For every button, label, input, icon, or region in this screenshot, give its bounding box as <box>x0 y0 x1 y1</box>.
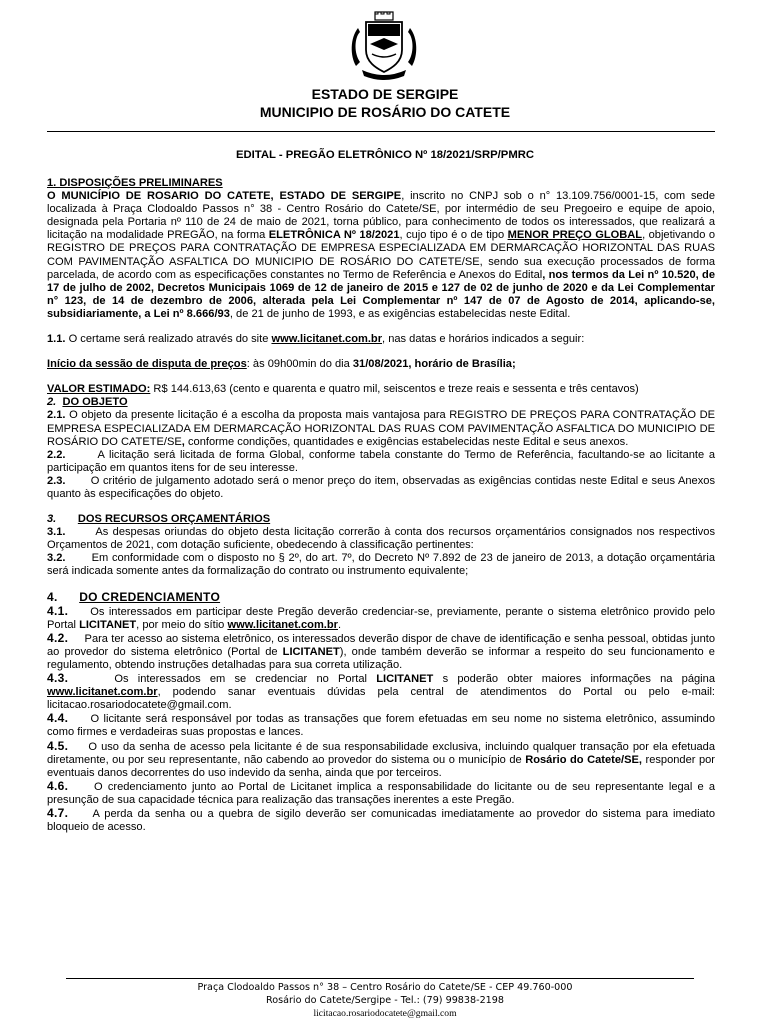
paragraph-4-5 <box>47 738 719 780</box>
clause-number: 4.1. <box>47 603 69 618</box>
clause-number: 2.2. <box>47 448 66 461</box>
text-run: A perda da senha ou a quebra de sigilo deverão ser comunicadas imediatamente ao provedor do sistema para imediato bloqueio de acesso. <box>47 808 719 834</box>
text-run: responder por eventuais danos decorrentes do uso indevido da senha, ainda que por terceiros. <box>47 753 719 779</box>
text-run: O licitante será responsável por todas as transações que forem efetuadas em seu nome no sistema eletrônico, assumindo como firmes e verdadeiras suas propostas e lances. <box>47 713 719 739</box>
footer-email[interactable]: licitacao.rosariodocatete@gmail.com <box>313 1008 457 1019</box>
session-date: 31/08/2021, horário de Brasília; <box>352 358 516 371</box>
paragraph-4-3 <box>47 671 719 712</box>
municipality-name: Rosário do Catete/SE, <box>525 753 642 766</box>
municipality-name: O MUNICÍPIO DE ROSARIO DO CATETE, ESTADO DE SERGIPE <box>47 190 402 203</box>
text-run: Em conformidade com o disposto no § 2º, do art. 7º, do Decreto Nº 7.892 de 23 de janeiro de 2013, a dotação orçamentária será indicada somente antes da formalização do contrato ou instrumento equivalente; <box>47 552 719 578</box>
paragraph-3-2 <box>47 552 719 578</box>
text-run: , nos termos da Lei nº 10.520, de 17 de julho de 2002, Decretos Municipais 1069 de 12 de janeiro de 2015 e 127 de 02 de junho de 2020 e da Lei Complementar n° 123, de 14 de dezembro de 2006, alterada pela Lei Complementar nº 147 de 07 de Agosto de 2014, <box>47 268 715 307</box>
municipality-title: MUNICIPIO DE ROSÁRIO DO CATETE <box>259 104 511 120</box>
clause-number: 4.5. <box>47 738 69 753</box>
modality-number: ELETRÔNICA Nº 18/2021 <box>268 229 400 242</box>
text-run: ), onde também deverão se informar a respeito do seu funcionamento e regulamento, obtendo instruções detalhadas para sua correta utilização. <box>47 645 719 671</box>
clause-number: 4.6. <box>47 778 69 793</box>
text-run: , por meio do sítio <box>136 618 228 631</box>
section-title: DOS RECURSOS ORÇAMENTÁRIOS <box>77 513 271 526</box>
text-run: , de 21 de junho de 1993, e as exigências estabelecidas neste Edital. <box>229 307 571 320</box>
clause-number: 3.2. <box>47 552 66 565</box>
clause-number: 4.4. <box>47 711 69 726</box>
section-3-heading <box>47 513 715 526</box>
text-run: O credenciamento junto ao Portal de Licitanet implica a responsabilidade do licitante ou de seu representante legal e a presunção de sua capacidade técnica para realização das transações inerentes a este Pregão. <box>47 780 719 806</box>
text-run: O certame será realizado através do site <box>65 333 272 346</box>
paragraph-3-1 <box>47 526 719 552</box>
text-run: , nas datas e horários indicados a seguir: <box>382 333 585 346</box>
section-title: DO CREDENCIAMENTO <box>79 589 221 604</box>
text-run: . <box>338 618 342 631</box>
text-run: conforme condições, quantidades e exigências estabelecidas neste Edital e seus anexos. <box>184 435 629 448</box>
estimated-value-text: R$ 144.613,63 (cento e quarenta e quatro mil, seiscentos e treze reais e sessenta e três centavos) <box>150 383 639 396</box>
text-run: A licitação será licitada de forma Global, conforme tabela constante do Termo de Referência, facultando-se ao licitante a participação em quantos itens for de seu interesse. <box>47 448 719 474</box>
text-run: , podendo sanar eventuais dúvidas pela central de atendimentos do Portal ou pelo e-mail: licitacao.rosariodocatete@gmail.com. <box>47 686 719 712</box>
footer-address: Praça Clodoaldo Passos n° 38 – Centro Rosário do Catete/SE - CEP 49.760-000 <box>197 982 573 993</box>
text-run: Os interessados em se credenciar no Portal <box>68 673 377 686</box>
text-run: s poderão obter maiores informações na página <box>433 673 719 686</box>
estimated-value <box>47 383 715 396</box>
clause-number: 2.1. <box>47 409 66 422</box>
document-body <box>47 177 719 834</box>
section-number: 2. <box>47 396 57 409</box>
paragraph-4-2 <box>47 630 719 672</box>
header-divider <box>47 131 715 132</box>
text-run: Para ter acesso ao sistema eletrônico, os interessados deverão dispor de chave de identificação e senha pessoal, obtidas junto ao provedor do sistema eletrônico (Portal de <box>47 632 719 658</box>
section-4-heading <box>47 591 715 605</box>
text-run: , sendo sua execução processados de forma parcelada, de acordo com as especificações constantes no Termo de Referência e Anexos do Edital <box>47 255 715 281</box>
paragraph-4-4 <box>47 711 719 739</box>
paragraph-2-2 <box>47 448 719 475</box>
section-number: 4. <box>47 589 58 604</box>
text-run: O objeto da presente licitação é a escolha da proposta mais vantajosa para REGISTRO DE PREÇOS PARA CONTRATAÇÃO DE EMPRESA ESPECIALIZADA EM DERMARCAÇÃO HORIZONTAL DAS RUAS COM PAVIMENTAÇÃO ASFALTICA DO MUNICIPIO DE ROSÁRIO DO CATETE/SE <box>47 409 715 448</box>
coat-of-arms-icon <box>348 10 420 82</box>
text-run: Os interessados em participar deste Pregão deverão credenciar-se, previamente, perante o sistema eletrônico provido pelo Portal <box>47 605 719 631</box>
text-run: , cujo tipo é o de tipo <box>399 229 508 242</box>
section-1-paragraph <box>47 190 715 321</box>
portal-name: LICITANET <box>79 618 137 631</box>
section-2-heading <box>47 396 715 409</box>
footer-phone: Rosário do Catete/Sergipe - Tel.: (79) 99838-2198 <box>265 995 504 1006</box>
edital-title: EDITAL - PREGÃO ELETRÔNICO Nº 18/2021/SRP/PMRC <box>235 149 535 161</box>
text-run: O critério de julgamento adotado será o menor preço do item, observadas as exigências contidas neste Edital e seus Anexos quanto às especificações do objeto. <box>47 474 719 500</box>
paragraph-4-7 <box>47 806 719 834</box>
session-start <box>47 358 715 371</box>
paragraph-2-1: 2.1. O objeto da presente licitação é a escolha da proposta mais vantajosa para REGISTRO DE PREÇOS PARA CONTRATAÇÃO DE EMPRESA ESPECIALIZADA EM DERMARCAÇÃO HORIZONTAL DAS RUAS COM PAVIMENTAÇÃO ASFALTICA DO MUNICIPIO DE ROSÁRIO DO CATETE/SE, conforme condições, quantidades e exigências estabelecidas neste Edital e seus anexos. <box>47 409 715 448</box>
clause-number: 1.1. <box>47 333 66 346</box>
paragraph-4-6 <box>47 778 719 807</box>
section-1-heading: 1. DISPOSIÇÕES PRELIMINARES <box>47 177 223 189</box>
licitanet-link[interactable]: www.licitanet.com.br <box>47 686 158 699</box>
state-title: ESTADO DE SERGIPE <box>311 86 459 102</box>
footer-divider <box>66 978 694 979</box>
text-run: : às 09h00min do dia <box>246 358 353 371</box>
estimated-value-label: VALOR ESTIMADO: <box>47 383 151 396</box>
text-run: , objetivando o REGISTRO DE PREÇOS PARA CONTRATAÇÃO DE EMPRESA ESPECIALIZADA EM DERMARCAÇÃO HORIZONTAL DAS RUAS COM PAVIMENTAÇÃO ASFALTICA DO MUNICIPIO DE ROSÁRIO DO CATETE/SE <box>47 229 715 268</box>
paragraph-4-1 <box>47 603 719 632</box>
clause-number: 3.1. <box>47 526 66 539</box>
section-number: 3. <box>47 513 57 526</box>
paragraph-1-1 <box>47 333 715 346</box>
text-run: O uso da senha de acesso pela licitante é de sua responsabilidade exclusiva, incluindo qualquer transação por ela efetuada diretamente, ou por seu representante, não cabendo ao provedor do sistema ou o município de <box>47 740 719 766</box>
licitanet-link[interactable]: www.licitanet.com.br <box>271 333 383 346</box>
section-title: DO OBJETO <box>62 396 128 409</box>
paragraph-2-3 <box>47 474 719 501</box>
text-run: As despesas oriundas do objeto desta licitação correrão à conta dos recursos orçamentários consignados nos respectivos Orçamentos de 2021, com dotação suficiente, obedecendo à classificação pertinentes: <box>47 526 719 552</box>
portal-name: LICITANET <box>376 673 434 686</box>
session-start-label: Início da sessão de disputa de preços <box>47 358 247 371</box>
portal-name: LICITANET <box>282 645 340 658</box>
clause-number: 4.3. <box>47 671 69 686</box>
price-type: MENOR PREÇO GLOBAL <box>507 229 643 242</box>
clause-number: 4.2. <box>47 630 69 645</box>
licitanet-link[interactable]: www.licitanet.com.br <box>227 618 338 631</box>
text-run: , inscrito no CNPJ sob o n° 13.109.756/0001-15, com sede localizada à Praça Clodoaldo Passos n° 38 - Centro Rosário do Catete/SE, por intermédio de seu Pregoeiro e equipe de apoio, designada pela Portaria nº 110 de 24 de maio de 2021, torna público, para conhecimento de todos os interessados, que realizará a licitação na modalidade PREGÃO, na forma <box>47 190 715 242</box>
clause-number: 4.7. <box>47 806 69 821</box>
clause-number: 2.3. <box>47 474 66 487</box>
law-reference: aplicando-se, subsidiariamente, a Lei nº 8.666/93 <box>47 294 715 320</box>
